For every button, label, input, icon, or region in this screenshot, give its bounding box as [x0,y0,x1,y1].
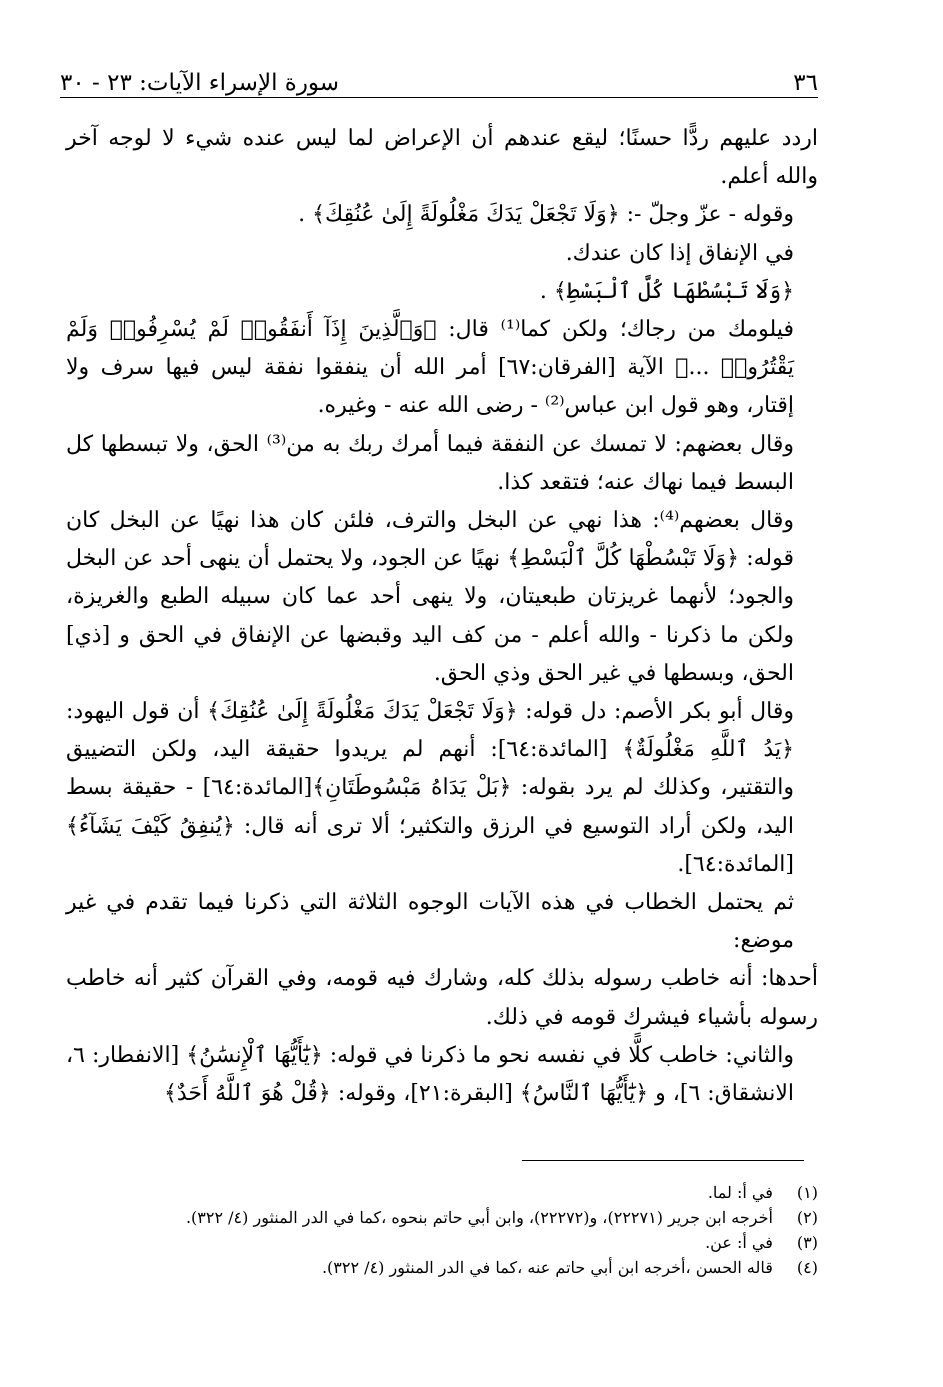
header-rule [60,97,818,98]
footnote [120,1230,818,1255]
paragraph: والثاني: خاطب كلًّا في نفسه نحو ما ذكرنا في قوله: ﴿يَٰٓأَيُّهَا ٱلْإِنسَٰنُ﴾ [الانفطار: ٦، الانشقاق: ٦]، و ﴿يَٰٓأَيُّهَا ٱلنَّاسُ﴾ [البقرة:٢١]، وقوله: ﴿قُلْ هُوَ ٱللَّهُ أَحَدٌ﴾ [66,1042,794,1107]
paragraph: أحدها: أنه خاطب رسوله بذلك كله، وشارك فيه قومه، وفي القرآن كثير أنه خاطب رسوله بأشياء فيشرك قومه في ذلك. [66,966,818,1030]
paragraph: وقال أبو بكر الأصم: دل قوله: ﴿وَلَا تَجْعَلْ يَدَكَ مَغْلُولَةً إِلَىٰ عُنُقِكَ﴾ أن قول اليهود: ﴿يَدُ ٱللَّهِ مَغْلُولَةٌ﴾ [المائدة:٦٤]: أنهم لم يريدوا حقيقة اليد، ولكن التضييق والتقتير، وكذلك لم يرد بقوله: ﴿بَلْ يَدَاهُ مَبْسُوطَتَانِ﴾[المائدة:٦٤] - حقيقة بسط اليد، ولكن أراد التوسيع في الرزق والتكثير؛ ألا ترى أنه قال: ﴿يُنفِقُ كَيْفَ يَشَآءُ﴾ [المائدة:٦٤]. [66,699,794,877]
footnotes [120,1180,818,1280]
footnote-rule [522,1160,804,1161]
running-title: سورة الإسراء الآيات: ٢٣ - ٣٠ [60,70,340,96]
footnote-number: (٣) [796,1233,818,1252]
paragraph: اردد عليهم ردًّا حسنًا؛ ليقع عندهم أن الإعراض لما ليس عنده شيء لا لوجه آخر والله أعلم. [66,126,818,190]
paragraph: وقال بعضهم: لا تمسك عن النفقة فيما أمرك ربك به من⁽³⁾ الحق، ولا تبسطها كل البسط فيما نهاك عنه؛ فتقعد كذا. [66,431,794,495]
main-text [66,120,818,1113]
footnote [120,1180,818,1205]
footnote-number: (١) [796,1183,818,1202]
footnote-text: قاله الحسن ،أخرجه ابن أبي حاتم عنه ،كما في الدر المنثور (٤/ ٣٢٢). [321,1258,773,1277]
footnote-text: في أ: عن. [705,1233,773,1252]
paragraph: وقوله - عزّ وجلّ -: ﴿وَلَا تَجْعَلْ يَدَكَ مَغْلُولَةً إِلَىٰ عُنُقِكَ﴾ . [298,202,794,228]
footnote-text: في أ: لما. [707,1183,773,1202]
footnote-text: أخرجه ابن جرير (٢٢٢٧١)، و(٢٢٢٧٢)، وابن أبي حاتم بنحوه ،كما في الدر المنثور (٤/ ٣٢٢). [185,1208,773,1227]
footnote-number: (٤) [796,1258,818,1277]
paragraph: ﴿وَلَا تَبْسُطْهَا كُلَّ ٱلْبَسْطِ﴾ . [539,278,794,304]
paragraph: فيلومك من رجاك؛ ولكن كما⁽¹⁾ قال: ﴿وَٱلَّذِينَ إِذَآ أَنفَقُوا۟ لَمْ يُسْرِفُوا۟ وَلَمْ يَقْتُرُوا۟ ...﴾ الآية [الفرقان:٦٧] أمر الله أن ينفقوا نفقة ليس فيها سرف ولا إقتار، وهو قول ابن عباس⁽²⁾ - رضى الله عنه - وغيره. [66,317,794,419]
footnote-number: (٢) [796,1208,818,1227]
footnote [120,1205,818,1230]
paragraph: في الإنفاق إذا كان عندك. [565,240,794,266]
paragraph: ثم يحتمل الخطاب في هذه الآيات الوجوه الثلاثة التي ذكرنا فيما تقدم في غير موضع: [66,890,794,954]
page-header [60,56,818,96]
page-number: ٣٦ [793,70,818,96]
paragraph: وقال بعضهم⁽⁴⁾: هذا نهي عن البخل والترف، فلئن كان هذا نهيًا عن البخل كان قوله: ﴿وَلَا تَبْسُطْهَا كُلَّ ٱلْبَسْطِ﴾ نهيًا عن الجود، ولا يحتمل أن ينهى أحد عن البخل والجود؛ لأنهما غريزتان طبعيتان، ولا ينهى أحد عما كان سبيله الطبع والغريزة، ولكن ما ذكرنا - والله أعلم - من كف اليد وقبضها عن الإنفاق في الحق و [ذي] الحق، وبسطها في غير الحق وذي الحق. [66,508,794,686]
footnote [120,1255,818,1280]
